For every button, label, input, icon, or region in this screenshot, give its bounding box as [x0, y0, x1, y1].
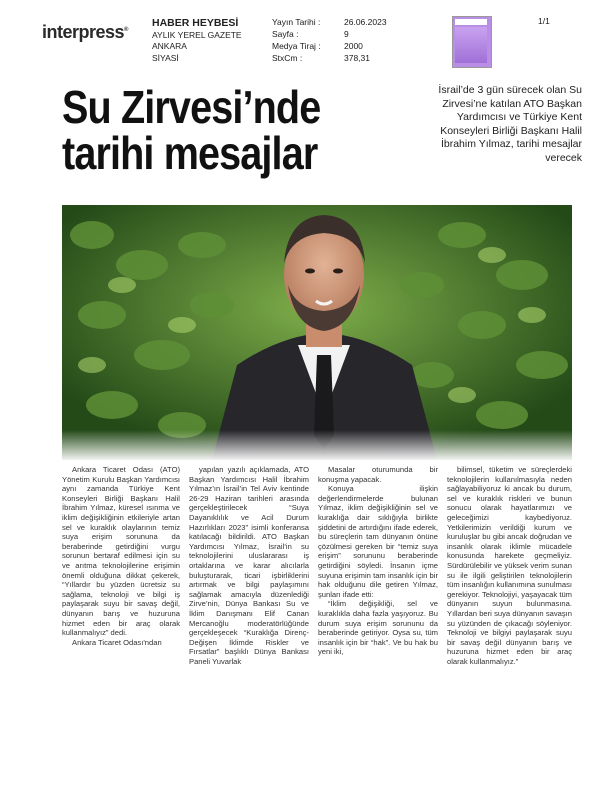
column-3-paragraph-3: “İklim değişikliği, sel ve kuraklıkla daha fazla yaşıyoruz. Bu durum suya erişim sorununu da beraberinde getiriyor. Oysa su, tüm insanlık için bir “hak”. Ve bu hak bu yeni iki, [318, 599, 438, 657]
article-deck: İsrail’de 3 gün sürecek olan Su Zirvesi’ne katılan ATO Başkan Yardımcısı ve Türkiye Kent Konseyleri Birliği Başkanı Halil İbrahim Yılmaz, tarihi mesajlar verecek [438, 84, 582, 164]
meta-label-date: Yayın Tarihi : [272, 17, 321, 27]
column-4-paragraph-1: bilimsel, tüketim ve süreçlerdeki teknolojilerin kullanılmasıyla neden sağlayabiliyoruz ki ancak bu durum, sel ve kuraklık riskleri ve bunun sonucu olarak hayatlarımızı ve geleceğimizi kaybediyoruz. Yetkilerimizin verildiği kurum ve kuruluşlar bu gibi ancak doğrudan ve insanlık olarak iklimle mücadele konusunda harekete geçmeliyiz. Sürdürülebilir ve yüksek verim sunan su ile ilgili geliştirilen teknolojilerin tüm insanlığın kullanımına sunulması gerekiyor. Teknolojiyi, yaşayacak tüm dünyanın suyun bulunmasına. Yıllardan beri suya dünyanın savaşın su yüzünden de çıkacağı söyleniyor. Teknoloji ve bilgiyi paylaşarak suyu bir savaş değil dünyanın barış ve huzuruna hizmet eden bir araç olarak kullanmalıyız.” [447, 465, 572, 666]
column-1-paragraph-2: Ankara Ticaret Odası'ndan [72, 637, 162, 647]
logo-text: interpress [42, 22, 125, 42]
publication-category: SİYASİ [152, 53, 179, 63]
meta-value-circulation: 2000 [344, 41, 363, 51]
page-count: 1/1 [538, 16, 550, 26]
page-thumbnail[interactable] [452, 16, 492, 68]
column-1-paragraph-1: Ankara Ticaret Odası (ATO) Yönetim Kurulu Başkan Yardımcısı aynı zamanda Türkiye Kent Konseyleri Birliği Başkanı Halil İbrahim Yılmaz, küresel ısınma ve iklim değişikliğinin etkileriyle artan sel ve kuraklık olaylarının temiz suya erişim sorununa da beraberinde getirdiğini vurgu sorunun bertaraf edilmesi için su ve arıtma teknolojilerine erişimin önemli olduğuna dikkat çekerek, “Yıllardır bu yüzden ücretsiz su sağlama, teknoloji ve bilgi iş paylaşarak suyu bir savaş değil, dünyanın barış ve huzuruna hizmet eden bir araç olarak kullanmalıyız” dedi. [62, 465, 180, 638]
article-photo [62, 205, 572, 460]
article-column-2 [189, 465, 309, 666]
interpress-logo [42, 22, 128, 43]
article-column-1 [62, 465, 180, 647]
meta-label-circulation: Medya Tiraj : [272, 41, 321, 51]
headline [62, 81, 389, 179]
meta-label-stxcm: StxCm : [272, 53, 303, 63]
meta-values [344, 16, 387, 64]
publication-type: AYLIK YEREL GAZETE [152, 30, 242, 40]
meta-value-date: 26.06.2023 [344, 17, 387, 27]
column-2-paragraph-1: yapılan yazılı açıklamada, ATO Başkan Yardımcısı Halil İbrahim Yılmaz’ın İsrail’in Tel Aviv kentinde 26-29 Haziran tarihleri arasında gerçekleştirilecek “Suya Dayanıklılık ve Acil Durum Hazırlıkları 2023” isimli konferansa katılacağı bildirildi. ATO Başkan Yardımcısı Yılmaz, İsrail’in su teknolojilerini uluslararası iş ortaklarına ve karar alıcılarla buluşturarak, ticari işbirliklerini artırmak ve bilgi paylaşımını sağlamak amacıyla düzenlediği Zirve’nin, Dünya Bankası Su ve İklim Danışmanı Elif Canan Mercanoğlu moderatörlüğünde gerçekleşecek “Kuraklığa Direnç-Değişen İklimde Riskler ve Fırsatlar” başlıklı Dünya Bankası Paneli Yuvarlak [189, 465, 309, 666]
headline-line-1: Su Zirvesi’nde [62, 81, 321, 133]
article-column-3 [318, 465, 438, 657]
publication-name: HABER HEYBESİ [152, 17, 239, 29]
meta-value-stxcm: 378,31 [344, 53, 370, 63]
meta-value-page: 9 [344, 29, 349, 39]
meta-labels [272, 16, 321, 64]
column-3-paragraph-1: Masalar oturumunda bir konuşma yapacak. [318, 465, 438, 484]
headline-line-2: tarihi mesajlar [62, 127, 318, 179]
portrait-photo-illustration [62, 205, 572, 460]
meta-label-page: Sayfa : [272, 29, 299, 39]
logo-registered-mark: ® [124, 27, 128, 33]
photo-fade [62, 430, 572, 462]
article-column-4 [447, 465, 572, 666]
column-3-paragraph-2: Konuya ilişkin değerlendirmelerde bulunan Yılmaz, iklim değişikliğinin sel ve kuraklığa dair sıklığıyla birlikte şiddetini de artırdığını ifade ederek, bu süreçlerin tam dünyanın önüne çözülmesi gereken bir “temiz suya erişim” sorununu beraberinde getirdiğini söyledi. İnsanın içme suyuna erişimin tam insanlık için bir hak olduğunu dile getiren Yılmaz, şunları ifade etti: [318, 484, 438, 599]
publication-city: ANKARA [152, 41, 187, 51]
